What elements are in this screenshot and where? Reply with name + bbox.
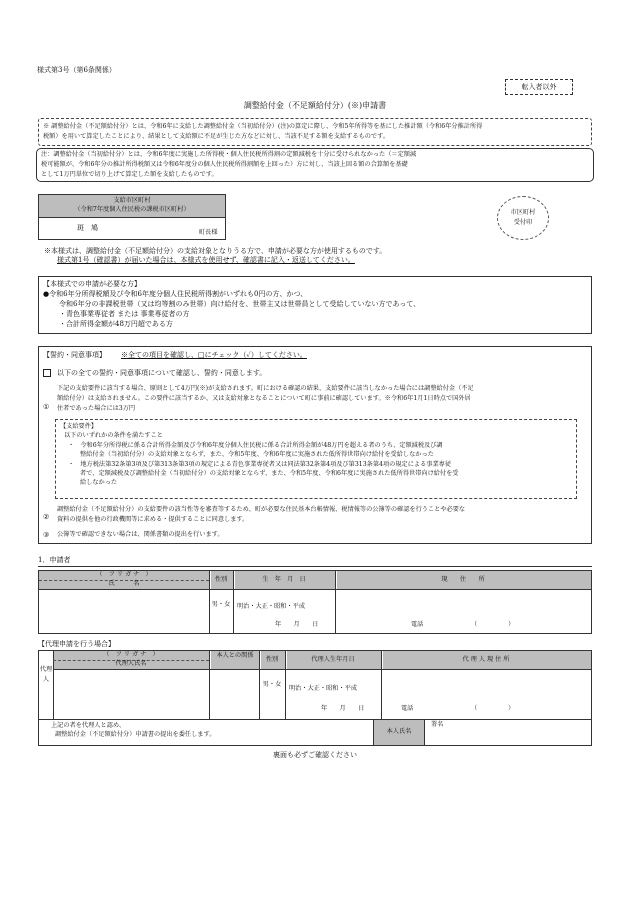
item1-line3: 住者であった場合には3万円 (57, 405, 136, 412)
item2-number: ② (43, 513, 50, 521)
page-title: 調整給付金（不足額給付分）(※)申請書 (243, 101, 387, 110)
usage-note-2: 様式第1号（確認書）が届いた場合は、本様式を使用せず、確認書に記入・返送してください。 (57, 256, 355, 264)
applicant-birth-era[interactable]: 明治・大正・昭和・平成 (237, 603, 306, 610)
applicant-birth-label: 生 年 月 日 (262, 576, 306, 583)
item3-line1: 公簿等で確認できない場合は、関係書類の提出を行います。 (57, 531, 224, 538)
agent-section-title: 【代理申請を行う場合】 (38, 640, 115, 648)
consent-instruction: ※全ての項目を確認し、□にチェック（✓）してください。 (121, 351, 307, 359)
consent-box (38, 346, 592, 544)
definition-line2: 税可能額が、令和6年分の推計所得税額又は令和6年度分の個人住民税所得割額を上回った）方に対し、当該上回る額の合算額を基礎 (41, 161, 408, 168)
usage-note-1: ※本様式は、調整給付金（不足額給付分）の支給対象となりうる方で、申請が必要な方が使用するものです。 (44, 247, 387, 255)
agent-furigana-label: （ フ リ ガ ナ ） (103, 651, 159, 658)
item1-line2: 額給付分）は支給されません。この要件に該当するか、又は支給対象となることについて町に事前に確認しています。※令和6年1月1日時点で国外居 (57, 395, 471, 402)
form-number: 様式第3号（第6条関係） (37, 66, 116, 74)
agent-address-label: 代 理 人 現 住 所 (462, 656, 510, 663)
reception-stamp-area (497, 196, 549, 240)
municipality-box (38, 194, 226, 240)
municipality-header2: （令和7年度個人住民税の課税市区町村） (74, 206, 190, 213)
agent-relation-input[interactable] (211, 673, 257, 717)
mayor-label: 町長様 (199, 229, 218, 236)
applicant-name-label: 氏 名 (108, 580, 140, 587)
applicant-table (38, 570, 592, 634)
required-line1: ●令和6年分所得税額及び令和6年度分個人住民税所得割がいずれも0円の方、かつ、 (43, 290, 308, 298)
signature-label: 署名 (431, 721, 444, 728)
req2-line2: 者で、定額減税及び調整給付金（当初給付分）の支給対象とならず、また、令和5年度、令和6年度に実施された低所得世帯向け給付を受 (80, 470, 459, 477)
delegation-line2: 調整給付金（不足額給付分）申請書の提出を委任します。 (55, 731, 216, 738)
applicant-address-label: 現 住 所 (441, 576, 485, 583)
agent-birth-era[interactable]: 明治・大正・昭和・平成 (289, 685, 358, 692)
item2-line2: 資料の提供を他の行政機関等に求める・提供することに同意します。 (57, 516, 249, 523)
signature-input[interactable] (427, 729, 587, 745)
req2-line3: 給しなかった (80, 479, 118, 486)
note-line1: ※ 調整給付金（不足額給付分）とは、令和6年に支給した調整給付金（当初給付分）(注)の算定に際し、令和5年所得等を基にした推計額（令和6年分推計所得 (43, 123, 483, 130)
applicant-birth-ymd[interactable]: 年 月 日 (275, 621, 319, 628)
consent-heading: 【誓約・同意事項】 (43, 351, 106, 359)
municipality-header1: 支給市区町村 (113, 197, 151, 204)
definition-line1: 注：調整給付金（当初給付分）とは、令和6年度に実施した所得税・個人住民税所得割の定額減税を十分に受けられなかった（＝定額減 (41, 151, 417, 158)
requirements-box (55, 419, 577, 499)
stamp-label1: 市区町村 (510, 209, 536, 216)
applicant-gender-label: 性別 (214, 576, 228, 583)
agent-birth-label: 代理人生年月日 (311, 656, 355, 663)
applicant-title-rule (38, 566, 592, 567)
agent-gender-value[interactable]: 男・女 (262, 681, 282, 688)
agent-gender-label: 性別 (265, 656, 279, 663)
required-heading: 【本様式での申請が必要な方】 (43, 280, 141, 288)
applicant-phone-input[interactable]: （ ） (471, 621, 515, 628)
req-heading: 【支給要件】 (60, 423, 98, 430)
note-box (38, 118, 592, 146)
agent-vertical-label: 代理人 (39, 666, 53, 683)
definition-line3: として1万円単位で切り上げて算定した額を支給したものです。 (41, 171, 218, 178)
municipality-name: 斑 鳩 (77, 224, 98, 232)
item2-line1: 調整給付金（不足額給付分）の支給要件の該当性等を審査等するため、町が必要な住民基本台帳情報、税情報等の公簿等の確認を行うことや必要な (57, 506, 466, 513)
required-box (38, 276, 592, 334)
agent-name-label: 代理人氏名 (115, 660, 147, 667)
transfer-label-box (505, 79, 573, 95)
agent-relation-label: 本人との関係 (216, 652, 254, 659)
required-line3: ・青色事業専従者 または 事業専従者の方 (59, 310, 190, 318)
applicant-name-input[interactable] (41, 593, 207, 631)
note-line2: 税額）を用いて算定したことにより、結果として支給額に不足が生じた方などに対し、当該不足する額を支給するものです。 (43, 133, 390, 140)
applicant-furigana-label: （ フ リ ガ ナ ） (96, 571, 152, 578)
agent-table (38, 650, 592, 746)
consent-checkbox[interactable] (43, 369, 51, 377)
applicant-section-title: 1．申請者 (38, 556, 71, 564)
applicant-gender-value[interactable]: 男・女 (211, 601, 231, 608)
req-intro: 以下のいずれかの条件を満たすこと (64, 432, 163, 439)
agent-birth-ymd[interactable]: 年 月 日 (321, 705, 365, 712)
req1-line2: 整給付金（当初給付分）の支給対象とならず、また、令和5年度、令和6年度に実施された低所得世帯向け給付を受給しなかった (80, 451, 434, 458)
item1-line1: 下記の支給要件に該当する場合、原則として4万円(※)が支給されます。町における確認の結果、支給要件に該当しなかった場合には調整給付金（不足 (57, 385, 474, 392)
required-line2: 令和6年分の非課税世帯（又は均等割のみ世帯）向け給付を、世帯主又は世帯員として受給していない方であって、 (59, 300, 421, 308)
consent-check-label: 以下の全ての誓約・同意事項について確認し、誓約・同意します。 (57, 369, 267, 377)
delegation-line1: 上記の者を代理人と認め、 (51, 722, 126, 729)
req1-line1: ・ 令和6年分所得税に係る合計所得金額及び令和6年度分個人住民税に係る合計所得金額が48万円を超える者のうち、定額減税及び調 (68, 442, 443, 449)
stamp-label2: 受付印 (513, 219, 533, 226)
item3-number: ③ (43, 531, 50, 539)
agent-name-input[interactable] (55, 673, 207, 717)
definition-box (36, 148, 594, 182)
agent-phone-label: 電話 (401, 705, 414, 712)
transfer-label: 転入者以外 (521, 83, 557, 91)
footer-note: 裏面も必ずご確認ください (273, 751, 357, 759)
agent-phone-input[interactable]: （ ） (471, 705, 515, 712)
item1-number: ① (43, 403, 50, 411)
req2-line1: ・ 地方税法第32条第3項及び第313条第3項の規定による青色事業専従者又は同法第32条第4項及び第313条第4項の規定による事業専従 (68, 461, 452, 468)
applicant-phone-label: 電話 (411, 621, 424, 628)
self-name-label: 本人氏名 (386, 728, 412, 735)
required-line4: ・合計所得金額が48万円超である方 (59, 320, 173, 328)
